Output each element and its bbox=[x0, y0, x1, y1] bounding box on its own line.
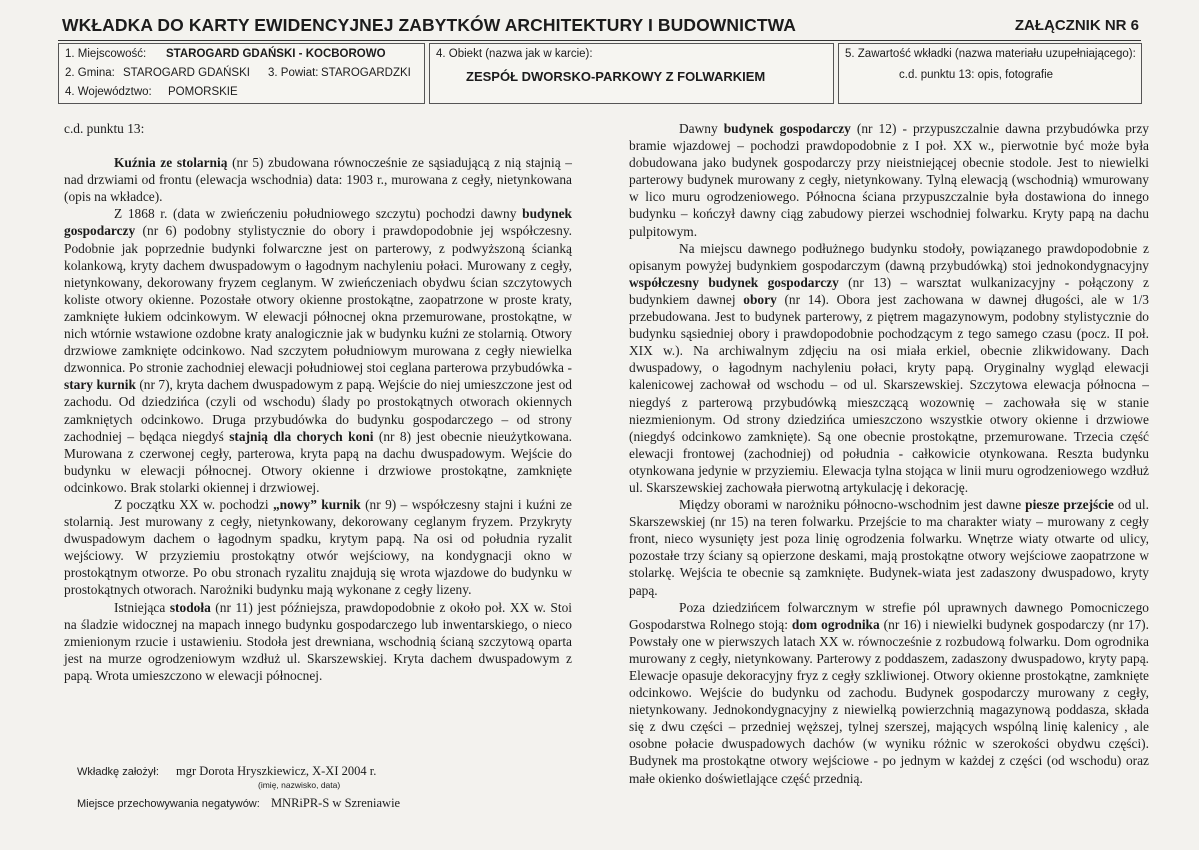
author-line bbox=[77, 764, 376, 779]
author-note: (imię, nazwisko, data) bbox=[258, 780, 341, 790]
paragraph: Między oborami w narożniku północno-wschodnim jest dawne piesze przejście od ul. Skarszewskiej (nr 15) na teren folwarku. Przejście to ma charakter wiaty – murowany z cegły front, nieco wysunięty jest poza linię ogrodzenia folwarku. Wnętrze wiaty otwarte od ulicy, pozostałe trzy ściany są opierzone deskami, mają prostokątne otwory wejściowe zaopatrzone w stolarkę. Wejścia te obecnie są zamknięte. Budynek-wiata jest zadaszony dwuspadowo, kryty papą. bbox=[629, 497, 1149, 598]
powiat-value: STAROGARDZKI bbox=[321, 67, 411, 79]
voivodeship-label: 4. Województwo: bbox=[65, 86, 152, 98]
powiat-label: 3. Powiat: bbox=[268, 67, 319, 79]
gmina-value: STAROGARD GDAŃSKI bbox=[123, 67, 250, 79]
location-box bbox=[58, 43, 425, 104]
right-text-column bbox=[629, 120, 1149, 787]
paragraph: Na miejscu dawnego podłużnego budynku stodoły, powiązanego prawdopodobnie z opisanym powyżej budynkiem gospodarczym (dawną przybudówką) stoi jednokondygnacyjny współczesny budynek gospodarczy (nr 13) – warsztat wulkanizacyjny - połączony z budynkiem dawnej obory (nr 14). Obora jest zachowana w dawnej długości, ale w 1/3 przebudowana. Jest to budynek parterowy, z piętrem magazynowym, podobny stylistycznie do budynku sąsiedniej obory i prawdopodobnie pochodzącym z tego samego czasu (pocz. II poł. XIX w.). Na archiwalnym zdjęciu na osi miała erkiel, obecnie zlikwidowany. Dach dwuspadowy, o łagodnym nachyleniu połaci, kryty papą. Oryginalny wygląd elewacji kalenicowej zachował od wschodu – od ul. Skarszewskiej. Szczytowa elewacja północna – niegdyś z parterową przybudówką mieszczącą wozownię – zachowała się w stanie niezmienionym. Od strony dziedzińca umieszczono wszystkie otwory okienne i drzwiowe (niegdyś odcinkowo zamknięte). Są one obecnie prostokątne, przemurowane. Trzecia część elewacji frontowej (zachodniej) od południa - całkowicie otynkowana. Reszta budynku otynkowana jedynie w przyziemiu. Elewacja tylna stojąca w linii muru ogrodzeniowego wzdłuż ul. Skarszewskiej zachowała pierwotną artykulację i dekorację. bbox=[629, 240, 1149, 495]
paragraph: Dawny budynek gospodarczy (nr 12) - przypuszczalnie dawna przybudówka przy bramie wjazdowej – pochodzi prawdopodobnie z I poł. XX w., pierwotnie być może była dobudowana jako budynek gospodarczy przy nieistniejącej obecnie stodole. Jest to niewielki parterowy budynek murowany z cegły, nietynkowany. Tylną elewacją (wschodnią) wmurowany w lico muru ogrodzeniowego. Północna ściana przypuszczalnie była dostawiona do innego budynku – kończył dawny ciąg zabudowy pierzei wschodniej folwarku. Kryty papą na dachu pulpitowym. bbox=[629, 121, 1149, 239]
intro-line: c.d. punktu 13: bbox=[64, 121, 145, 136]
paragraph: Z 1868 r. (data w zwieńczeniu południowego szczytu) pochodzi dawny budynek gospodarczy (nr 6) podobny stylistycznie do obory i prawdopodobnie jej współczesny. Podobnie jak poprzednie budynki folwarczne jest on parterowy, z podwyższoną ścianką kolankową, kryty dachem dwuspadowym o łagodnym nachyleniu połaci. Murowany z cegły, nietynkowany, dekorowany fryzem ceglanym. W zwieńczeniach obydwu ścian szczytowych koliste otwory okienne. Pozostałe otwory okienne prostokątne, zaopatrzone w proste kraty, zamknięte łukiem odcinkowym. W elewacji północnej okna przemurowane, prostokątne, w nich wtórnie wstawione ozdobne kraty analogicznie jak w budynku kuźni ze stolarnią. Otwory drzwiowe zamknięte odcinkowo. Nad szczytem południowym murowana z cegły niewielka dzwonnica. Po stronie zachodniej elewacji południowej stoi ceglana parterowa przybudówka - stary kurnik (nr 7), kryta dachem dwuspadowym z papą. Wejście do niej umieszczone jest od zachodu. Od dziedzińca (czyli od wschodu) ślady po prostokątnych otworach okiennych zamkniętych odcinkowo. Druga przybudówka do budynku gospodarczego – od strony zachodniej – będąca niegdyś stajnią dla chorych koni (nr 8) jest obecnie nieużytkowana. Murowana z czerwonej cegły, parterowa, kryta papą na dachu dwuspadowym. Wejście do budynku w elewacji północnej. Otwory okienne i drzwiowe prostokątne, zamknięte odcinkowo. Brak stolarki okiennej i drzwiowej. bbox=[64, 206, 572, 495]
paragraph: Kuźnia ze stolarnią (nr 5) zbudowana równocześnie ze sąsiadującą z nią stajnią – nad drzwiami od frontu (elewacja wschodnia) data: 1903 r., murowana z cegły, nietynkowana (opis na wkładce). bbox=[64, 155, 573, 205]
storage-value: MNRiPR-S w Szreniawie bbox=[270, 796, 401, 810]
author-value: mgr Dorota Hryszkiewicz, X-XI 2004 r. bbox=[176, 764, 377, 778]
object-box bbox=[429, 43, 834, 104]
gmina-label: 2. Gmina: bbox=[65, 67, 115, 79]
content-value: c.d. punktu 13: opis, fotografie bbox=[899, 69, 1054, 81]
document-title: WKŁADKA DO KARTY EWIDENCYJNEJ ZABYTKÓW ARCHITEKTURY I BUDOWNICTWA bbox=[62, 15, 797, 35]
voivodeship-value: POMORSKIE bbox=[168, 86, 238, 98]
author-label: Wkładkę założył: bbox=[77, 766, 159, 778]
paragraph: Z początku XX w. pochodzi „nowy” kurnik (nr 9) – współczesny stajni i kuźni ze stolarnią. Jest murowany z cegły, nietynkowany, dekorowany ceglanym fryzem. Przykryty dwuspadowym dachem o łagodnym spadku, krytym papą. Na osi od południa ryzalit wejściowy. W przyziemiu prostokątny otwór wejściowy, na kondygnacji okno w prostokątnym otworze. Po obu stronach ryzalitu znajdują się wrota wjazdowe do budynku w prostokątnych otworach. Narożniki budynku mają wykonane z cegły lizeny. bbox=[64, 496, 572, 598]
content-box bbox=[838, 43, 1142, 104]
storage-line bbox=[77, 796, 400, 811]
paragraph: Poza dziedzińcem folwarcznym w strefie pól uprawnych dawnego Pomocniczego Gospodarstwa Rolnego stoją: dom ogrodnika (nr 16) i niewielki budynek gospodarczy (nr 17). Powstały one w pierwszych latach XX w. równocześnie z rozbudową folwarku. Dom ogrodnika murowany z cegły, nietynkowany. Parterowy z poddaszem, zadaszony dwuspadowo, kryty papą. Elewacje opasuje dekoracyjny fryz z cegły szkliwionej. Otwory okienne prostokątne, zamknięte odcinkowo. Wejście do budynku od zachodu. Budynek gospodarczy murowany z cegły, nietynkowany. Jednokondygnacyjny z niewielką powierzchnią magazynową poddasza, składa się z dwu części – przedniej węższej, tylnej szerszej, mających wspólną linię kalenicy , ale osobne połacie dwuspadowych dachów (w wyniku różnic w szerokości obydwu części). Budynek ma prostokątne otwory wejściowe - po jednym w każdej z części (od wschodu) oraz małe okienko doświetlające część przednią. bbox=[629, 599, 1149, 786]
locality-label: 1. Miejscowość: bbox=[65, 48, 147, 60]
locality-value: STAROGARD GDAŃSKI - KOCBOROWO bbox=[166, 48, 386, 60]
paragraph: Istniejąca stodoła (nr 11) jest późniejsza, prawdopodobnie z około poł. XX w. Stoi na śladzie widocznej na mapach innego budynku gospodarczego lub inwentarskiego, o nieco zmienionym rzucie i ustawieniu. Stodoła jest drewniana, wschodnią ścianą szczytową oparta jest na murze ogrodzeniowym wzdłuż ul. Skarszewskiej. Kryta dachem dwuspadowym z papą. Wrota umieszczono w elewacji północnej. bbox=[64, 599, 573, 683]
content-label: 5. Zawartość wkładki (nazwa materiału uzupełniającego): bbox=[845, 48, 1136, 60]
annex-number: ZAŁĄCZNIK NR 6 bbox=[1014, 17, 1139, 34]
header-divider bbox=[58, 40, 1141, 41]
object-label: 4. Obiekt (nazwa jak w karcie): bbox=[436, 48, 593, 60]
left-text-column bbox=[64, 120, 572, 684]
object-value: ZESPÓŁ DWORSKO-PARKOWY Z FOLWARKIEM bbox=[466, 69, 766, 84]
storage-label: Miejsce przechowywania negatywów: bbox=[77, 798, 260, 810]
